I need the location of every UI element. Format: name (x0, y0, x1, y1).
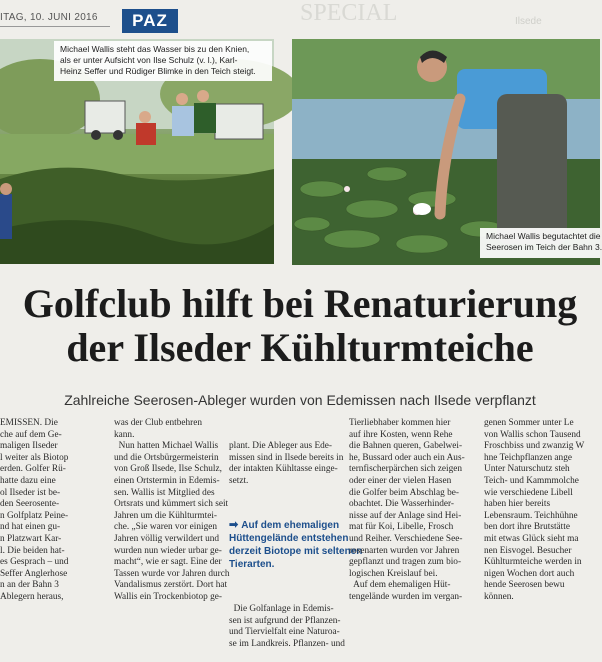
photo-left-caption (54, 41, 272, 81)
body-column-2: was der Club entbehren kann. Nun hatten Michael Wallis und die Ortsbürgermeisterin von Groß Ilsede, Ilse Schulz, einen Ortstermin in Edemis- sen. Wallis ist Mitglied des Ortsrats und kümmert sich seit Jahren um die Kühlturmtei- che. „Sie waren vor einigen Jahren völlig verwildert und wurden nun wieder urbar ge- macht“, wie er sagt. Eine der Tassen wurde vor Jahren durch Vandalismus zerstört. Dort hat Wallis ein Trockenbiotop ge- (114, 418, 230, 602)
body-column-4: Tierliebhaber kommen hier auf ihre Kosten, wenn Rehe die Bahnen queren, Gabelwei- he, Bussard oder auch ein Aus- ternfischerpärchen sich zeigen oder einer der vielen Hasen die Golfer beim Abschlag be- obachtet. Die Wasserhinder- nisse auf der Anlage sind Hei- mat für Koi, Libelle, Frosch und Reiher. Verschiedene See- rosenarten wurden vor Jahren gepflanzt und tragen zum bio- logischen Kreislauf bei. Auf dem ehemaligen Hüt- tengelände wurden im vergan- (349, 418, 465, 602)
photo-right-caption-text: Michael Wallis begutachtet die Seerosen im Teich der Bahn 3. (486, 231, 602, 252)
newspaper-logo: PAZ (122, 9, 178, 33)
faded-background-text-small: Ilsede (515, 16, 542, 27)
photo-left-caption-text: Michael Wallis steht das Wasser bis zu den Knien, als er unter Aufsicht von Ilse Schulz (v. l.), Karl- Heinz Seffer und Rüdiger Blimke in den Teich steigt. (60, 44, 256, 76)
pull-quote (229, 518, 363, 571)
article-headline (0, 282, 600, 370)
arrow-right-icon: ➡ (229, 518, 242, 531)
body-column-3-bottom: Die Golfanlage in Edemis- sen ist aufgrund der Pflanzen- und Tiervielfalt eine Naturoa- se im Landkreis. Pflanzen- und (229, 603, 345, 649)
headline-line-2: der Ilseder Kühlturmteiche (66, 325, 534, 370)
headline-line-1: Golfclub hilft bei Renaturierung (22, 281, 578, 326)
body-column-1: EMISSEN. Die che auf dem Ge- maligen Ilseder l weiter als Biotop erden. Golfer Rü- hatte dazu eine ol Ilseder ist be- den Seerosente- n Golfplatz Peine- nd hat einen gu- n Platzwart Kar- l. Die beiden hat- es Gesprach – und Seffer Anglerhose n an der Bahn 3 Ablegern heraus, (0, 418, 69, 602)
body-column-3-top: plant. Die Ableger aus Ede- missen sind in Ilsede bereits in der intakten Kühltasse einge- setzt. (229, 441, 344, 486)
article-subheadline: Zahlreiche Seerosen-Ableger wurden von Edemissen nach Ilsede verpflanzt (64, 392, 536, 408)
issue-date: ITAG, 10. JUNI 2016 (0, 12, 98, 23)
masthead-rule (0, 26, 110, 27)
photo-right-caption (480, 228, 600, 258)
faded-background-text: SPECIAL (300, 0, 398, 26)
body-column-3 (229, 418, 363, 649)
body-column-5: genen Sommer unter Le von Wallis schon Tausend Froschbiss und zwanzig W hne Teichpflanzen ange Unter Naturschutz steh Teich- und Kammmolche wie verschiedene Libell haben hier bereits Lebensraum. Teichhühne ben dort ihre Brutstätte mit etwas Glück sieht ma nen Eisvogel. Besucher Kühlturmteiche werden in nigen Wochen dort auch hende Seerosen bewu können. (484, 418, 585, 602)
pull-quote-text: Auf dem ehemaligen Hüttengelände entstehen derzeit Biotope mit seltenen Tierarten. (229, 519, 363, 570)
